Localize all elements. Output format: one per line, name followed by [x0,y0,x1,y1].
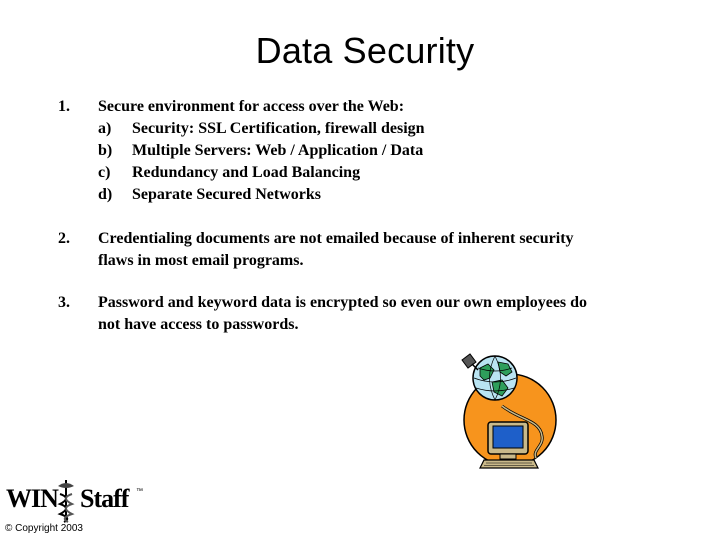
item-2-number: 2. [58,230,70,247]
keyboard-shape [480,460,538,468]
item-3-line-2: not have access to passwords. [98,316,299,333]
item-3-number: 3. [58,294,70,311]
trademark-mark: ™ [136,488,143,495]
item-1-text [98,96,658,206]
subitem-c-letter: c) [98,164,111,181]
item-1-number: 1. [58,98,70,115]
globe-computer-network-icon [440,350,560,480]
slide-title: Data Security [255,30,475,71]
subitem-c [98,162,658,184]
item-2-line-2: flaws in most email programs. [98,252,304,269]
subitem-a-text: Security: SSL Certification, firewall design [132,120,425,137]
subitem-a-letter: a) [98,120,112,137]
logo-staff-text: Staff [80,484,129,513]
logo-win-text: WIN [6,484,58,513]
monitor-screen [493,426,523,448]
item-2-text [98,228,658,272]
caduceus-icon [54,478,78,524]
item-3-line-1: Password and keyword data is encrypted so even our own employees do [98,294,588,311]
item-3-text [98,292,658,336]
globe-computer-clipart [440,350,560,485]
item-2-line-1: Credentialing documents are not emailed because of inherent security [98,230,574,247]
subitem-d-text: Separate Secured Networks [132,186,322,203]
subitem-b [98,140,658,162]
subitem-b-text: Multiple Servers: Web / Application / Data [132,142,424,159]
subitem-a [98,118,658,140]
globe-shape [473,356,517,400]
item-1-heading: Secure environment for access over the Web: [98,98,405,115]
subitem-d-letter: d) [98,186,113,203]
copyright-text: © Copyright 2003 [5,523,83,534]
subitem-b-letter: b) [98,142,113,159]
subitem-c-text: Redundancy and Load Balancing [132,164,361,181]
subitem-d [98,184,658,206]
